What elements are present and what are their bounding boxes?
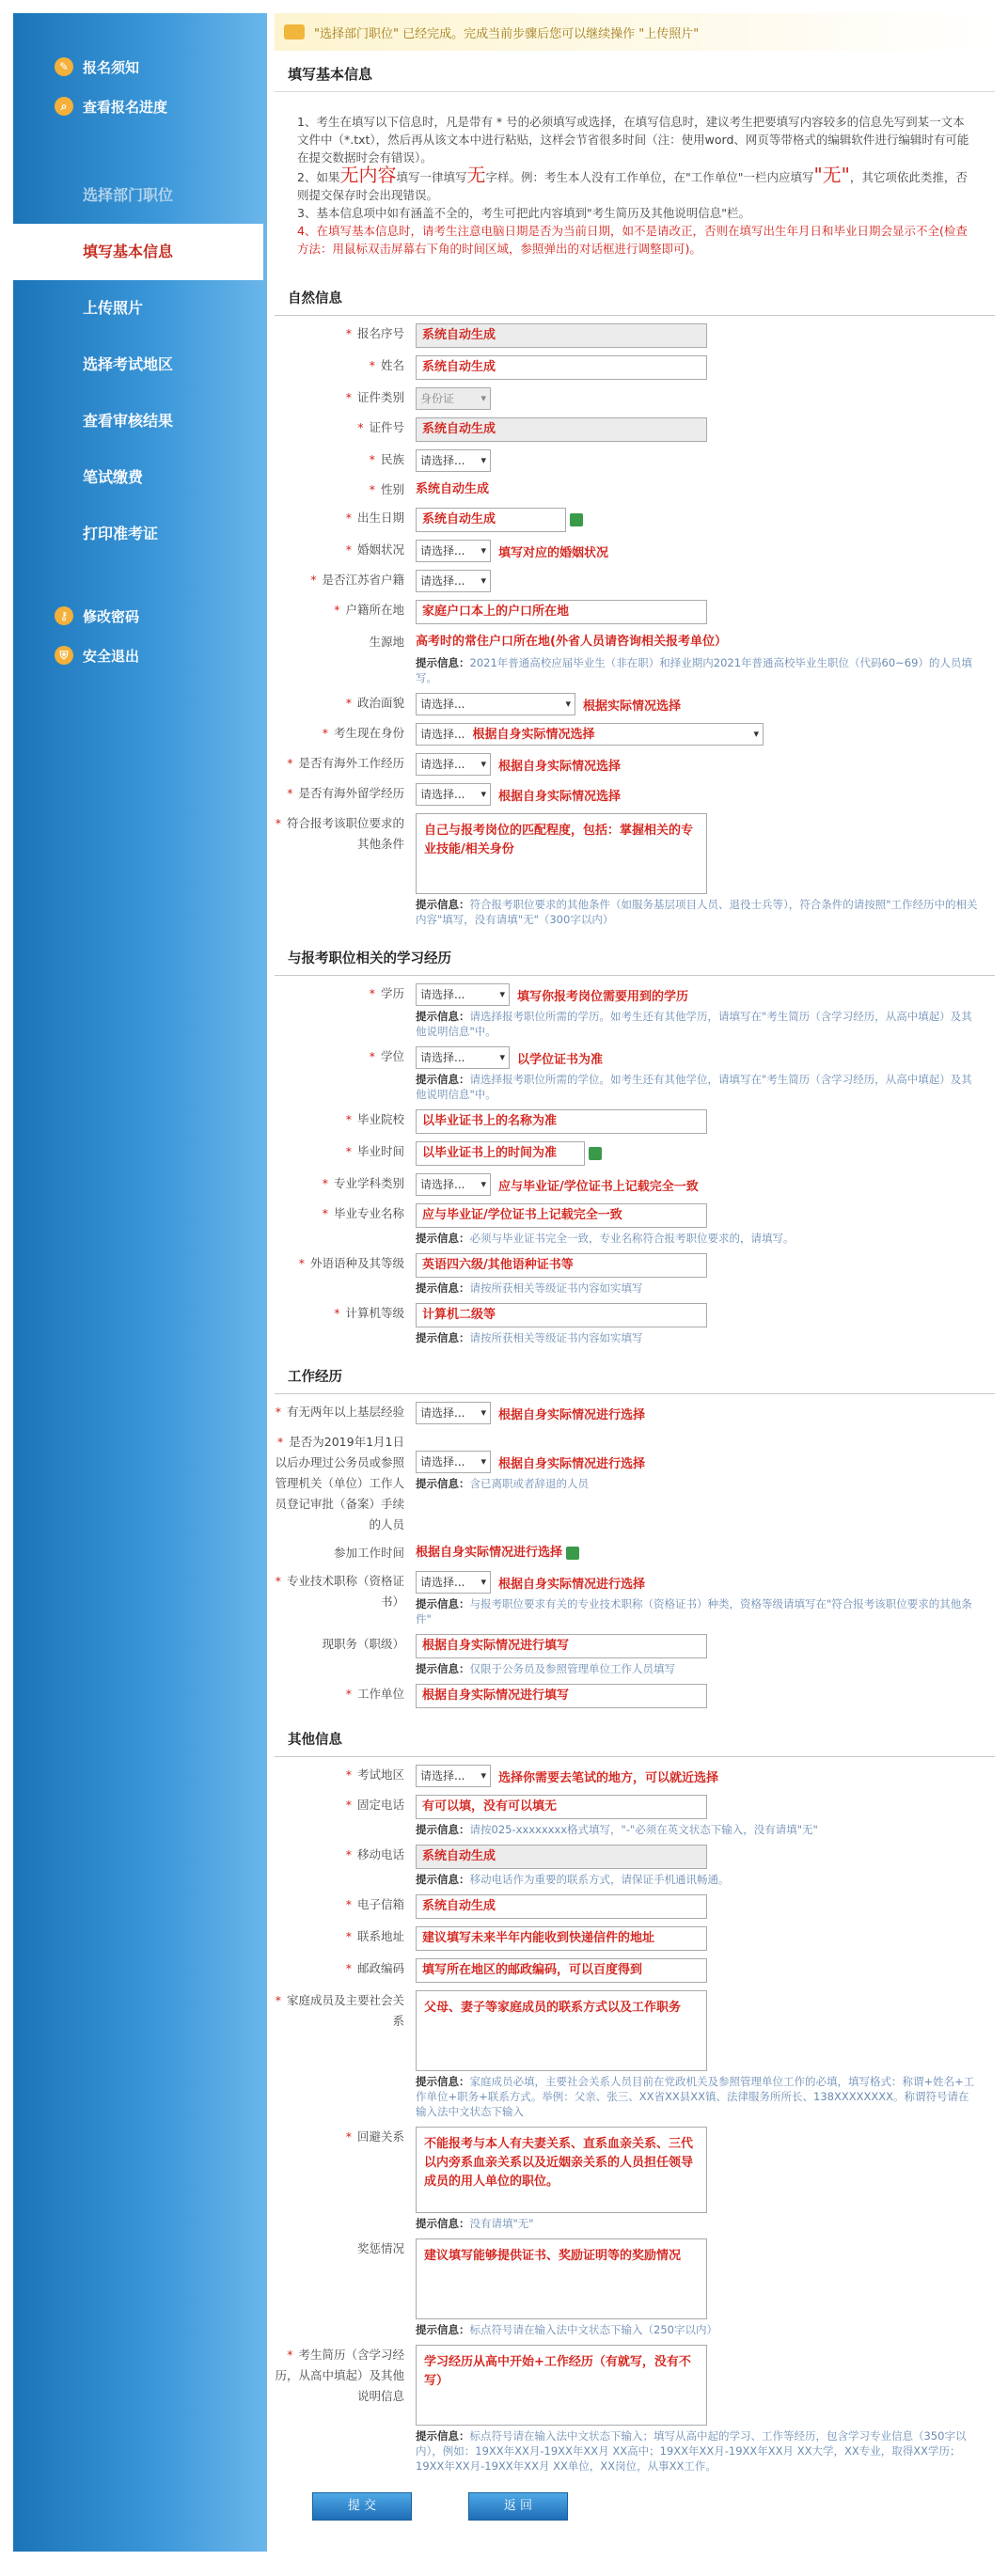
row-other-cond: * 符合报考该职位要求的其他条件 自己与报考岗位的匹配程度，包括：掌握相关的专业技能/相关身份 提示信息：符合报考职位要求的其他条件（如服务基层项目人员、退役士兵等），符合条件的请按照"工作经历中的相关内容"填写，没有请填"无"（300字以内）: [275, 813, 995, 927]
row-education: * 学历 请选择... ▾ 填写你报考岗位需要用到的学历 提示信息：请选择报考职位所需的学历。如考生还有其他学历，请填写在"考生简历（含学习经历，从高中填起）及其他说明信息"中。: [275, 983, 995, 1039]
zip-field[interactable]: 填写所在地区的邮政编码，可以百度得到: [416, 1958, 707, 1983]
row-jiangsu: * 是否江苏省户籍 请选择... ▾: [275, 570, 995, 592]
avoid-textarea[interactable]: 不能报考与本人有夫妻关系、直系血亲关系、三代以内旁系血亲关系以及近姻亲关系的人员担任领导成员的用人单位的职位。: [416, 2127, 707, 2213]
sidebar-bottom-nav: [13, 596, 267, 675]
instructions: [284, 103, 985, 267]
row-overseas-work: * 是否有海外工作经历 请选择... ▾ 根据自身实际情况选择: [275, 753, 995, 776]
document-icon: ✎: [55, 57, 73, 76]
section-natural: 自然信息: [275, 280, 995, 316]
identity-select[interactable]: 请选择... 根据自身实际情况选择 ▾: [416, 723, 764, 746]
birth-field[interactable]: 系统自动生成: [416, 508, 566, 532]
education-select[interactable]: 请选择... ▾: [416, 983, 510, 1006]
instruction-1: 1、考生在填写以下信息时，凡是带有 * 号的必须填写或选择，在填写信息时，建议考生把要填写内容较多的信息先写到某一文本文件中（*.txt），然后再从该文本中进行粘贴，这样会节省很多时间（注：使用word、网页等带格式的编辑软件进行编辑时有可能在提交数据时会有错误）。: [297, 115, 969, 165]
row-grad-time: * 毕业时间 以毕业证书上的时间为准: [275, 1141, 995, 1166]
row-language: * 外语语种及其等级 英语四六级/其他语种证书等 提示信息：请按所获相关等级证书内容如实填写: [275, 1253, 995, 1296]
instruction-2: 2、如果无内容填写一律填写无字样。例：考生本人没有工作单位，在"工作单位"一栏内应填写"无"，其它项依此类推，否则提交保存时会出现错误。: [297, 164, 968, 202]
row-id-no: * 证件号 系统自动生成: [275, 417, 995, 442]
ethnicity-select[interactable]: 请选择... ▾: [416, 449, 491, 472]
computer-field[interactable]: 计算机二级等: [416, 1303, 707, 1327]
row-landline: * 固定电话 有可以填，没有可以填无 提示信息：请按025-xxxxxxxx格式填写，"-"必须在英文状态下输入，没有请填"无": [275, 1795, 995, 1837]
row-post: 现职务（职级） 根据自身实际情况进行填写 提示信息：仅限于公务员及参照管理单位工作人员填写: [275, 1634, 995, 1676]
step-select-area[interactable]: 选择考试地区: [83, 355, 174, 373]
post-field[interactable]: 根据自身实际情况进行填写: [416, 1634, 707, 1658]
step-print-ticket[interactable]: 打印准考证: [83, 525, 159, 542]
sidebar-steps: [13, 167, 267, 562]
row-ethnicity: * 民族 请选择... ▾: [275, 449, 995, 472]
key-icon: ⚷: [55, 606, 73, 625]
gender-value: 系统自动生成: [416, 482, 490, 496]
row-birth: * 出生日期 系统自动生成: [275, 508, 995, 532]
calendar-icon[interactable]: [589, 1147, 602, 1160]
row-avoid: * 回避关系 不能报考与本人有夫妻关系、直系血亲关系、三代以内旁系血亲关系以及近姻亲关系的人员担任领导成员的用人单位的职位。 提示信息：没有请填"无": [275, 2127, 995, 2231]
row-identity: * 考生现在身份 请选择... 根据自身实际情况选择 ▾: [275, 723, 995, 746]
row-rewards: 奖惩情况 建议填写能够提供证书、奖励证明等的奖励情况 提示信息：标点符号请在输入法中文状态下输入（250字以内）: [275, 2238, 995, 2337]
language-field[interactable]: 英语四六级/其他语种证书等: [416, 1253, 707, 1278]
row-family: * 家庭成员及主要社会关系 父母、妻子等家庭成员的联系方式以及工作职务 提示信息：家庭成员必填，主要社会关系人员目前在党政机关及参照管理单位工作的必填，填写格式：称谓+姓名+工作单位+职务+联系方式。举例：父亲、张三、XX省XX县XX镇、法律服务所所长、138XXXXXXXX。称谓符号请在输入法中文状态下输入: [275, 1990, 995, 2119]
row-mobile: * 移动电话 系统自动生成 提示信息：移动电话作为重要的联系方式，请保证手机通讯畅通。: [275, 1845, 995, 1887]
form-buttons: [275, 2492, 995, 2521]
row-exam-area: * 考试地区 请选择... ▾ 选择你需要去笔试的地方，可以就近选择: [275, 1765, 995, 1787]
email-field[interactable]: 系统自动生成: [416, 1894, 707, 1919]
source-field[interactable]: 高考时的常住户口所在地(外省人员请咨询相关报考单位）: [416, 635, 727, 649]
degree-select[interactable]: 请选择... ▾: [416, 1046, 510, 1069]
sidebar: [13, 13, 267, 2552]
rewards-textarea[interactable]: 建议填写能够提供证书、奖励证明等的奖励情况: [416, 2238, 707, 2319]
calendar-icon[interactable]: [570, 513, 583, 526]
overseas-study-select[interactable]: 请选择... ▾: [416, 783, 491, 806]
jiangsu-select[interactable]: 请选择... ▾: [416, 570, 491, 592]
work-time-field[interactable]: 根据自身实际情况进行选择: [416, 1546, 563, 1560]
id-type-select[interactable]: 身份证 ▾: [416, 387, 491, 410]
row-grassroots: * 有无两年以上基层经验 请选择... ▾ 根据自身实际情况进行选择: [275, 1402, 995, 1424]
row-name: * 姓名 系统自动生成: [275, 355, 995, 380]
school-field[interactable]: 以毕业证书上的名称为准: [416, 1109, 707, 1134]
row-source: 生源地 高考时的常住户口所在地(外省人员请咨询相关报考单位） 提示信息：2021年普通高校应届毕业生（非在职）和择业期内2021年普通高校毕业生职位（代码60~69）的人员填写。: [275, 632, 995, 685]
step-fill-info[interactable]: 填写基本信息: [13, 224, 263, 280]
search-icon: ⌕: [55, 97, 73, 116]
page-title: 填写基本信息: [275, 56, 995, 92]
step-upload-photo[interactable]: 上传照片: [83, 299, 144, 317]
hukou-field[interactable]: 家庭户口本上的户口所在地: [416, 600, 707, 624]
id-no-field: 系统自动生成: [416, 417, 707, 442]
section-work: 工作经历: [275, 1359, 995, 1394]
row-marital: * 婚姻状况 请选择... ▾ 填写对应的婚姻状况: [275, 540, 995, 562]
major-cat-select[interactable]: 请选择... ▾: [416, 1173, 491, 1196]
tech-title-select[interactable]: 请选择... ▾: [416, 1571, 491, 1594]
political-select[interactable]: 请选择... ▾: [416, 693, 575, 715]
step-review-result[interactable]: 查看审核结果: [83, 412, 174, 430]
row-address: * 联系地址 建议填写未来半年内能收到快递信件的地址: [275, 1926, 995, 1951]
row-political: * 政治面貌 请选择... ▾ 根据实际情况选择: [275, 693, 995, 715]
family-textarea[interactable]: 父母、妻子等家庭成员的联系方式以及工作职务: [416, 1990, 707, 2071]
row-overseas-study: * 是否有海外留学经历 请选择... ▾ 根据自身实际情况选择: [275, 783, 995, 806]
overseas-work-select[interactable]: 请选择... ▾: [416, 753, 491, 776]
row-major-cat: * 专业学科类别 请选择... ▾ 应与毕业证/学位证书上记载完全一致: [275, 1173, 995, 1196]
calendar-icon[interactable]: [566, 1547, 579, 1560]
row-hukou: * 户籍所在地 家庭户口本上的户口所在地: [275, 600, 995, 624]
row-computer: * 计算机等级 计算机二级等 提示信息：请按所获相关等级证书内容如实填写: [275, 1303, 995, 1345]
row-id-type: * 证件类别 身份证 ▾: [275, 387, 995, 410]
other-cond-textarea[interactable]: 自己与报考岗位的匹配程度，包括：掌握相关的专业技能/相关身份: [416, 813, 707, 894]
employer-field[interactable]: 根据自身实际情况进行填写: [416, 1684, 707, 1708]
row-school: * 毕业院校 以毕业证书上的名称为准: [275, 1109, 995, 1134]
step-payment[interactable]: 笔试缴费: [83, 468, 144, 486]
row-major-name: * 毕业专业名称 应与毕业证/学位证书上记载完全一致 提示信息：必须与毕业证书完全一致，专业名称符合报考职位要求的，请填写。: [275, 1203, 995, 1246]
civil-servant-select[interactable]: 请选择... ▾: [416, 1451, 491, 1473]
marital-select[interactable]: 请选择... ▾: [416, 540, 491, 562]
notice-bar: "选择部门职位" 已经完成。完成当前步骤后您可以继续操作 "上传照片": [275, 13, 995, 51]
row-tech-title: * 专业技术职称（资格证书） 请选择... ▾ 根据自身实际情况进行选择 提示信息：与报考职位要求有关的专业技术职称（资格证书）种类，资格等级请填写在"符合报考该职位要求的其他条件": [275, 1571, 995, 1626]
landline-field[interactable]: 有可以填，没有可以填无: [416, 1795, 707, 1819]
main-content: [275, 13, 995, 2521]
mobile-field: 系统自动生成: [416, 1845, 707, 1869]
row-employer: * 工作单位 根据自身实际情况进行填写: [275, 1684, 995, 1708]
row-gender: * 性别 系统自动生成: [275, 479, 995, 500]
row-email: * 电子信箱 系统自动生成: [275, 1894, 995, 1919]
sidebar-item-change-password[interactable]: ⚷ 修改密码: [13, 596, 267, 636]
section-study: 与报考职位相关的学习经历: [275, 940, 995, 976]
row-zip: * 邮政编码 填写所在地区的邮政编码，可以百度得到: [275, 1958, 995, 1983]
grassroots-select[interactable]: 请选择... ▾: [416, 1402, 491, 1424]
row-civil-servant: * 是否为2019年1月1日以后办理过公务员或参照管理机关（单位）工作人员登记审批（备案）手续的人员 请选择... ▾ 根据自身实际情况进行选择 提示信息：含已离职或者辞退的人员: [275, 1432, 995, 1535]
exam-area-select[interactable]: 请选择... ▾: [416, 1765, 491, 1787]
sidebar-item-logout[interactable]: ⛨ 安全退出: [13, 636, 267, 675]
instruction-3: 3、基本信息项中如有涵盖不全的，考生可把此内容填到"考生简历及其他说明信息"栏。: [297, 206, 750, 220]
address-field[interactable]: 建议填写未来半年内能收到快递信件的地址: [416, 1926, 707, 1951]
grad-time-field[interactable]: 以毕业证书上的时间为准: [416, 1141, 585, 1166]
notice-icon: [284, 24, 305, 39]
row-resume: * 考生简历（含学习经历，从高中填起）及其他说明信息 学习经历从高中开始+工作经历（有就写，没有不写） 提示信息：标点符号请在输入法中文状态下输入；填写从高中起的学习、工作等经历，包含学习专业信息（350字以内），例如：19XX年XX月-19XX年XX月 XX高中；19XX年XX月-19XX年XX月 XX大学，XX专业，取得XX学历；19XX年XX月-19XX年XX月 XX单位，XX岗位，从事XX工作。: [275, 2345, 995, 2474]
major-name-field[interactable]: 应与毕业证/学位证书上记载完全一致: [416, 1203, 707, 1228]
back-button[interactable]: 返 回: [468, 2492, 568, 2521]
shield-icon: ⛨: [55, 646, 73, 665]
sidebar-item-progress[interactable]: ⌕ 查看报名进度: [13, 86, 267, 126]
reg-no-field: 系统自动生成: [416, 323, 707, 348]
step-select-position[interactable]: 选择部门职位: [83, 186, 174, 204]
name-field[interactable]: 系统自动生成: [416, 355, 707, 380]
section-other: 其他信息: [275, 1721, 995, 1757]
sidebar-item-notice[interactable]: ✎ 报名须知: [13, 47, 267, 86]
row-reg-no: * 报名序号 系统自动生成: [275, 323, 995, 348]
row-degree: * 学位 请选择... ▾ 以学位证书为准 提示信息：请选择报考职位所需的学位。如考生还有其他学位，请填写在"考生简历（含学习经历，从高中填起）及其他说明信息"中。: [275, 1046, 995, 1102]
instruction-4: 4、在填写基本信息时，请考生注意电脑日期是否为当前日期，如不是请改正，否则在填写出生年月日和毕业日期会显示不全(检查方法：用鼠标双击屏幕右下角的时间区域，参照弹出的对话框进行调整即可)。: [297, 224, 968, 256]
submit-button[interactable]: 提 交: [312, 2492, 412, 2521]
row-work-time: 参加工作时间 根据自身实际情况进行选择: [275, 1543, 995, 1563]
resume-textarea[interactable]: 学习经历从高中开始+工作经历（有就写，没有不写）: [416, 2345, 707, 2426]
sidebar-top-nav: [13, 13, 267, 126]
